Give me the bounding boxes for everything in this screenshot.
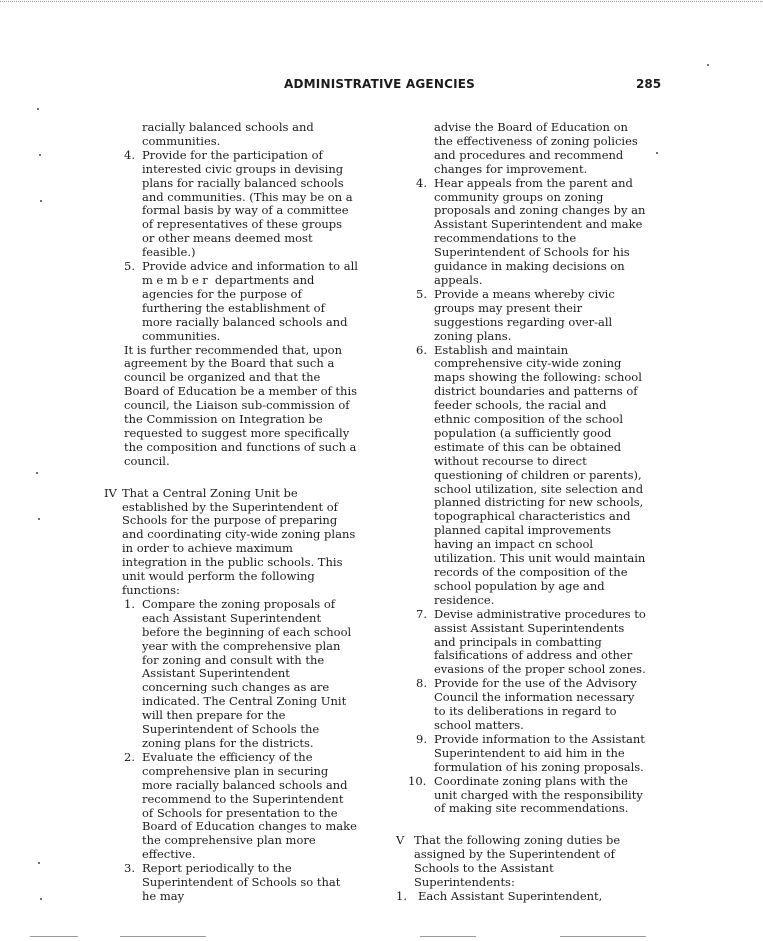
item-text: Establish and maintain comprehensive city-wide zoning maps showing the following: school district boundaries and patterns of feeder schools, the racial and ethnic composition of the school population (a sufficiently good estimate of this can be obtained without recourse to direct questioning of children or parents), school utilization, site selection and planned districting for new schools, topographical characteristics and planned capital improvements having an impact cn school utilization. This unit would maintain records of the composition of the school population by age and residence. [434,342,646,607]
scan-speck [36,472,38,474]
item-text: Provide advice and information to all [142,259,358,274]
item-number: 5. [124,259,135,274]
list-item [396,733,646,775]
bottom-edge-line [30,936,78,937]
recommendation-paragraph: It is further recommended that, upon agreement by the Board that such a council be organized and that the Board of Education be a member of this council, the Liaison sub-commission of the Commission on Integration be requested to suggest more specifically the composition and functions of such a council. [124,342,358,468]
scan-speck [37,108,39,110]
item-number: 9. [416,731,427,746]
item-text: Evaluate the efficiency of the comprehensive plan in securing more racially balanced schools and recommend to the Superintendent of Schools for presentation to the Board of Education changes to make the comprehensive plan more effective. [142,749,357,862]
item-number: 8. [416,676,427,691]
item-number: 6. [416,342,427,357]
list-item [396,608,646,678]
right-column [396,121,646,904]
scan-speck [38,518,40,520]
bottom-edge-line [420,936,476,937]
list-item [104,260,358,343]
item-number: 1. [396,888,407,903]
section-iv [104,487,358,598]
item-number: 5. [416,286,427,301]
item-number: 10. [408,773,427,788]
scan-speck [38,862,40,864]
section-intro: That a Central Zoning Unit be established by the Superintendent of Schools for the purpose of preparing and coordinating city-wide zoning plans in order to achieve maximum integration in the public schools. This unit would perform the following functions: [122,485,356,597]
list-item [396,177,646,288]
page-number: 285 [636,77,662,91]
page-header [0,77,763,95]
scan-speck [40,898,42,900]
item-number: 3. [124,861,135,876]
scan-speck [656,152,658,154]
list-item [104,751,358,862]
item-number: 2. [124,749,135,764]
item-number: 1. [124,596,135,611]
list-item [396,890,646,904]
continued-item: racially balanced schools and communities. [142,120,314,148]
spaced-word: member [142,272,212,287]
left-column [104,121,358,904]
scan-speck [40,200,42,202]
item-text: Report periodically to the Superintendent of Schools so that he may [142,861,341,903]
list-item [396,775,646,817]
section-intro: That the following zoning duties be assigned by the Superintendent of Schools to the Assistant Superintendents: [414,833,621,890]
bottom-edge-line [560,936,646,937]
item-text: Coordinate zoning plans with the unit charged with the responsibility of making site recommendations. [434,773,643,816]
item-number: 7. [416,606,427,621]
list-item [396,288,646,344]
list-item [396,677,646,733]
list-item [396,344,646,608]
top-dotted-edge [0,1,763,2]
bottom-edge-line [120,936,206,937]
item-number: 4. [416,175,427,190]
item-text: departments and agencies for the purpose of furthering the establishment of more racially balanced schools and communities. [142,272,348,343]
list-item [104,862,358,904]
item-text: Each Assistant Superintendent, [418,888,603,903]
item-text: Hear appeals from the parent and community groups on zoning proposals and zoning changes by an Assistant Superintendent and make recommendations to the Superintendent of Schools for his guidance in making decisions on appeals. [434,175,646,287]
continued-item: advise the Board of Education on the effectiveness of zoning policies and procedures and recommend changes for improvement. [434,120,638,176]
running-head: ADMINISTRATIVE AGENCIES [284,77,475,91]
scan-speck [39,154,41,156]
section-v [396,834,646,890]
section-numeral: IV [104,485,117,500]
item-text: Provide for the participation of interested civic groups in devising plans for racially balanced schools and communities. (This may be on a formal basis by way of a committee of representatives of these groups or other means deemed most feasible.) [142,147,353,260]
item-text: Devise administrative procedures to assist Assistant Superintendents and principals in combatting falsifications of address and other evasions of the proper school zones. [434,606,646,677]
section-numeral: V [396,833,405,848]
list-item [104,598,358,751]
item-text: Provide for the use of the Advisory Council the information necessary to its deliberations in regard to school matters. [434,676,637,732]
list-item [104,149,358,260]
item-number: 4. [124,147,135,162]
item-text: Provide a means whereby civic groups may present their suggestions regarding over-all zoning plans. [434,286,615,343]
item-text: Provide information to the Assistant Superintendent to aid him in the formulation of his zoning proposals. [434,731,645,774]
item-text: Compare the zoning proposals of each Assistant Superintendent before the beginning of each school year with the comprehensive plan for zoning and consult with the Assistant Superintendent concerning such changes as are indicated. The Central Zoning Unit will then prepare for the Superintendent of Schools the zoning plans for the districts. [142,596,352,750]
scan-speck [707,64,709,66]
